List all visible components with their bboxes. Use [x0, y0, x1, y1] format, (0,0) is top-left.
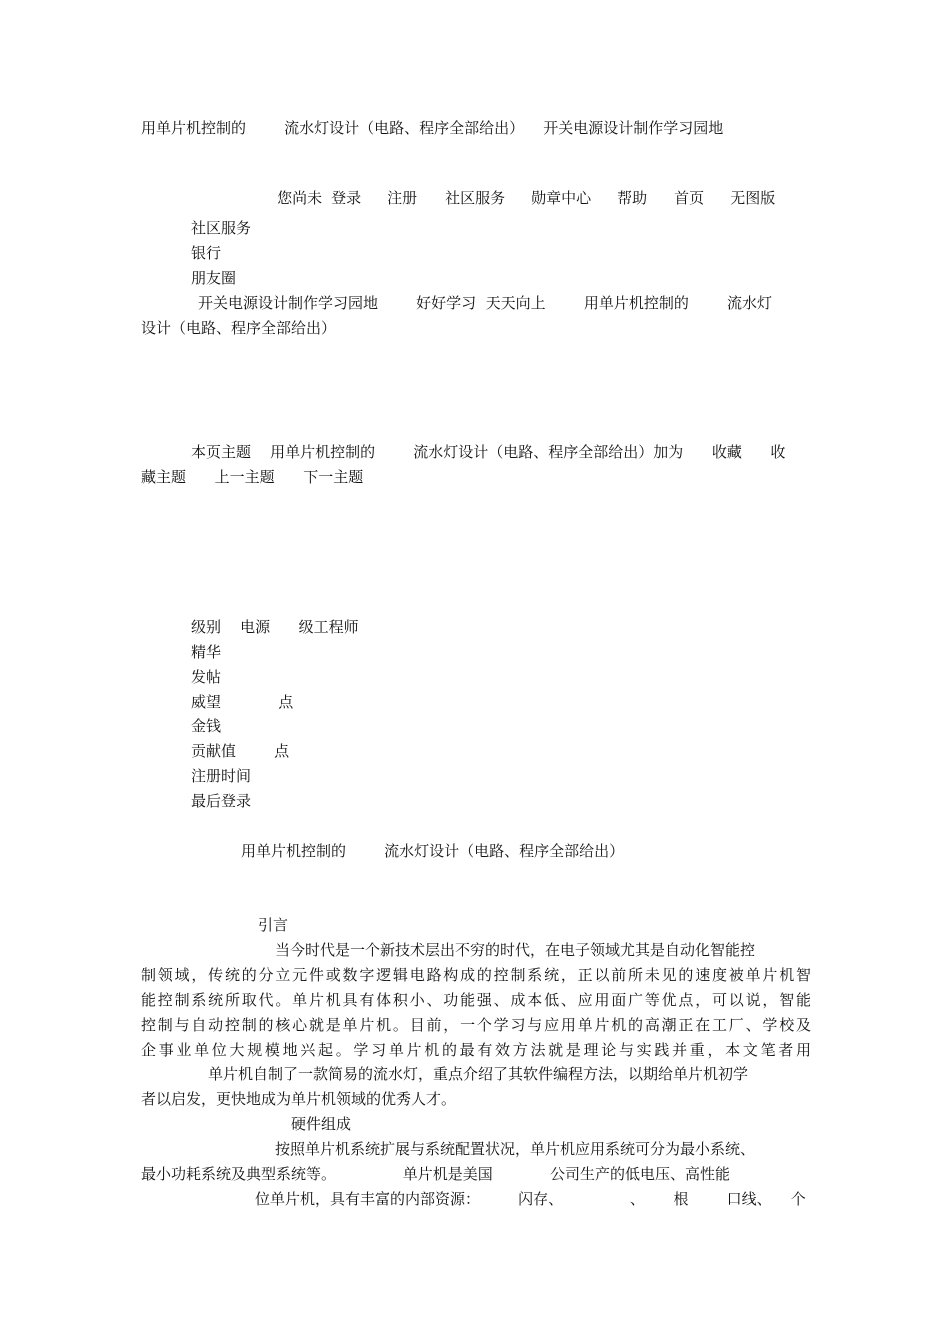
intro-line-3: 能控制系统所取代。单片机具有体积小、功能强、成本低、应用面广等优点，可以说，智能	[141, 991, 811, 1009]
breadcrumb-cont[interactable]: 设计（电路、程序全部给出）	[141, 319, 337, 337]
nav-community[interactable]: 社区服务	[445, 189, 506, 207]
user-money: 金钱	[191, 717, 222, 735]
intro-line-1: 当今时代是一个新技术层出不穷的时代，在电子领域尤其是自动化智能控	[275, 941, 756, 959]
post-title: 用单片机控制的 流水灯设计（电路、程序全部给出）	[241, 842, 625, 860]
intro-line-5: 企事业单位大规模地兴起。学习单片机的最有效方法就是理论与实践并重，本文笔者用	[141, 1041, 811, 1059]
user-digest: 精华	[191, 643, 222, 661]
user-level: 级别 电源 级工程师	[191, 618, 359, 636]
nav-help[interactable]: 帮助	[617, 189, 648, 207]
hw-line-2: 最小功耗系统及典型系统等。 单片机是美国 公司生产的低电压、高性能	[141, 1165, 730, 1183]
user-contribution: 贡献值 点	[191, 742, 290, 760]
user-prestige: 威望 点	[191, 693, 294, 711]
user-posts: 发帖	[191, 668, 222, 686]
top-nav	[258, 168, 775, 228]
intro-line-6: 单片机自制了一款简易的流水灯，重点介绍了其软件编程方法，以期给单片机初学	[208, 1065, 749, 1083]
breadcrumb[interactable]: 开关电源设计制作学习园地 好好学习 天天向上 用单片机控制的 流水灯	[198, 294, 772, 312]
intro-line-4: 控制与自动控制的核心就是单片机。目前，一个学习与应用单片机的高潮正在工厂、学校及	[141, 1016, 811, 1034]
intro-line-2: 制领域，传统的分立元件或数字逻辑电路构成的控制系统，正以前所未见的速度被单片机智	[141, 966, 811, 984]
nav-login[interactable]: 登录	[331, 189, 362, 207]
user-last-login: 最后登录	[191, 792, 252, 810]
menu-community[interactable]: 社区服务	[191, 219, 252, 237]
menu-bank[interactable]: 银行	[191, 244, 222, 262]
hw-line-1: 按照单片机系统扩展与系统配置状况，单片机应用系统可分为最小系统、	[275, 1140, 756, 1158]
intro-line-7: 者以启发，更快地成为单片机领域的优秀人才。	[141, 1090, 457, 1108]
topic-bar[interactable]: 本页主题 用单片机控制的 流水灯设计（电路、程序全部给出）加为 收藏 收	[191, 443, 786, 461]
menu-friends[interactable]: 朋友圈	[191, 269, 237, 287]
nav-register[interactable]: 注册	[387, 189, 418, 207]
nav-medal-center[interactable]: 勋章中心	[531, 189, 592, 207]
user-reg-time: 注册时间	[191, 767, 252, 785]
hw-line-3: 位单片机，具有丰富的内部资源： 闪存、 、 根 口线、 个	[255, 1190, 806, 1208]
nav-home[interactable]: 首页	[674, 189, 705, 207]
page-title: 用单片机控制的 流水灯设计（电路、程序全部给出） 开关电源设计制作学习园地	[141, 119, 724, 137]
topic-bar-cont[interactable]: 藏主题 上一主题 下一主题	[141, 468, 364, 486]
nav-status: 您尚未	[277, 189, 323, 207]
hw-heading: 硬件组成	[291, 1115, 352, 1133]
intro-heading: 引言	[258, 916, 289, 934]
nav-no-image[interactable]: 无图版	[730, 189, 776, 207]
